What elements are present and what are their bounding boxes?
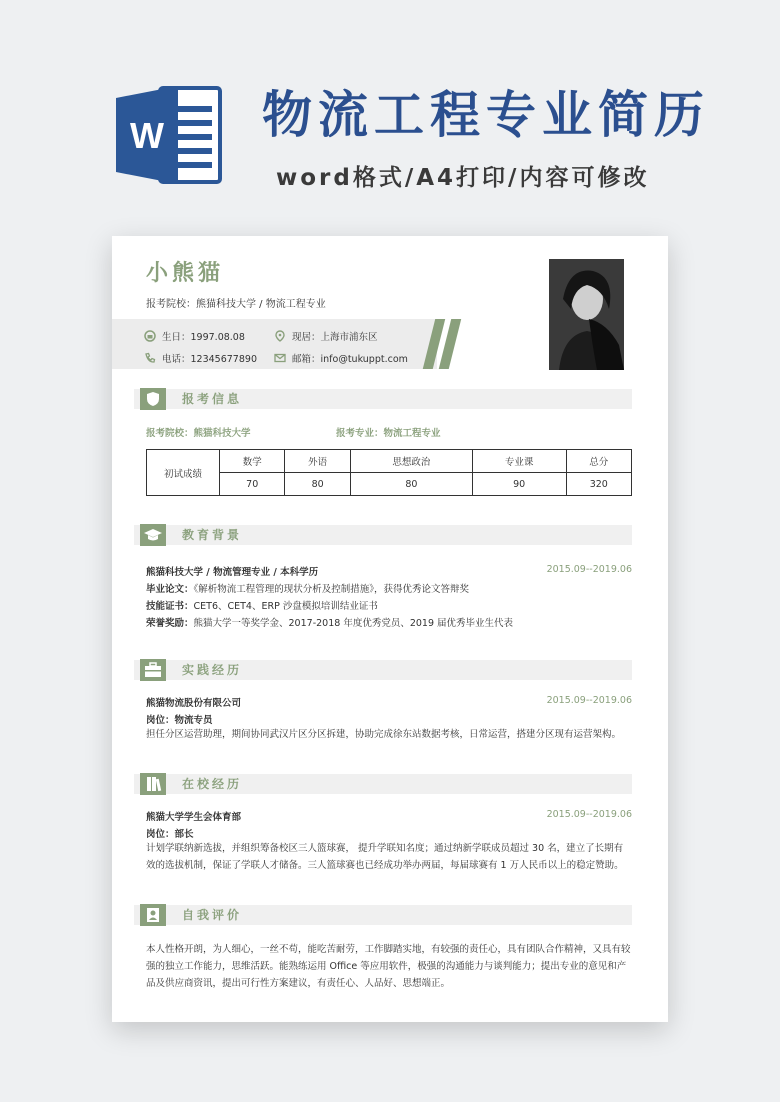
campus-date: 2015.09--2019.06 (546, 809, 632, 820)
birthday-info: 生日：1997.08.08 (144, 329, 245, 343)
education-line: 技能证书：CET6、CET4、ERP 沙盘模拟培训结业证书 (146, 601, 378, 612)
score-value: 320 (566, 473, 631, 496)
graduation-cap-icon (140, 524, 166, 546)
apply-school: 报考院校：熊猫科技大学 (146, 428, 251, 439)
book-icon (140, 773, 166, 795)
self-desc: 本人性格开朗，为人细心，一丝不苟，能吃苦耐劳，工作脚踏实地，有较强的责任心，具有团队合作精神，又具有较强的独立工作能力，思维活跃。能熟练运用 Office 等应用软件，极强的沟通能力与谈判能力；提出专业的意见和产品及供应商资讯，提出可行性方案建议，有责任心、人品好、思想端正。 (146, 944, 631, 989)
score-value: 80 (350, 473, 472, 496)
section-title-campus: 在校经历 (182, 777, 243, 791)
score-header: 总分 (566, 450, 631, 473)
page-title: 物流工程专业简历 (262, 86, 710, 144)
location-icon (274, 330, 286, 342)
score-header: 数学 (220, 450, 285, 473)
practice-company: 熊猫物流股份有限公司 (146, 698, 242, 709)
apply-major: 报考专业：物流工程专业 (336, 428, 441, 439)
mail-icon (274, 352, 286, 364)
phone-icon (144, 352, 156, 364)
practice-date: 2015.09--2019.06 (546, 695, 632, 706)
section-title-practice: 实践经历 (182, 663, 243, 677)
practice-desc: 担任分区运营助理，期间协同武汉片区分区拆建，协助完成徐东站数据考核，日常运营，搭建分区现有运营架构。 (146, 729, 622, 740)
score-table (146, 449, 632, 496)
score-header: 专业课 (472, 450, 566, 473)
education-heading: 熊猫科技大学 / 物流管理专业 / 本科学历 (146, 567, 319, 578)
education-line: 毕业论文：《解析物流工程管理的现状分析及控制措施》，获得优秀论文答辩奖 (146, 584, 470, 595)
email-info: 邮箱：info@tukuppt.com (274, 351, 408, 365)
campus-position: 岗位：部长 (146, 829, 194, 840)
user-icon (140, 904, 166, 926)
score-row-label: 初试成绩 (147, 450, 220, 496)
score-value: 70 (220, 473, 285, 496)
score-value: 80 (285, 473, 350, 496)
candidate-name: 小熊猫 (146, 261, 225, 286)
residence-info: 现居：上海市浦东区 (274, 329, 378, 343)
section-title-apply: 报考信息 (182, 392, 243, 406)
score-header: 外语 (285, 450, 350, 473)
page-subtitle: word格式/A4打印/内容可修改 (276, 165, 650, 191)
briefcase-icon (140, 659, 166, 681)
section-title-self: 自我评价 (182, 908, 243, 922)
word-logo-icon (116, 80, 226, 190)
school-line: 报考院校：熊猫科技大学 / 物流工程专业 (146, 299, 326, 310)
score-value: 90 (472, 473, 566, 496)
education-date: 2015.09--2019.06 (546, 564, 632, 575)
practice-position: 岗位：物流专员 (146, 715, 213, 726)
section-title-education: 教育背景 (182, 528, 243, 542)
campus-desc: 计划学联纳新选拔，并组织筹备校区三人篮球赛， 提升学联知名度；通过纳新学联成员超过 30 名，建立了长期有效的选拔机制，保证了学联人才储备。三人篮球赛也已经成功举办两届，每届球赛有 1 万人民币以上的稳定赞助。 (146, 843, 624, 871)
campus-org: 熊猫大学学生会体育部 (146, 812, 242, 823)
profile-photo (549, 259, 624, 370)
shield-icon (140, 388, 166, 410)
birthday-icon (144, 330, 156, 342)
svg-text:W: W (130, 115, 164, 156)
score-header: 思想政治 (350, 450, 472, 473)
resume-paper (112, 236, 668, 1022)
phone-info: 电话：12345677890 (144, 351, 257, 365)
education-line: 荣誉奖励：熊猫大学一等奖学金、2017-2018 年度优秀党员、2019 届优秀毕业生代表 (146, 618, 514, 629)
